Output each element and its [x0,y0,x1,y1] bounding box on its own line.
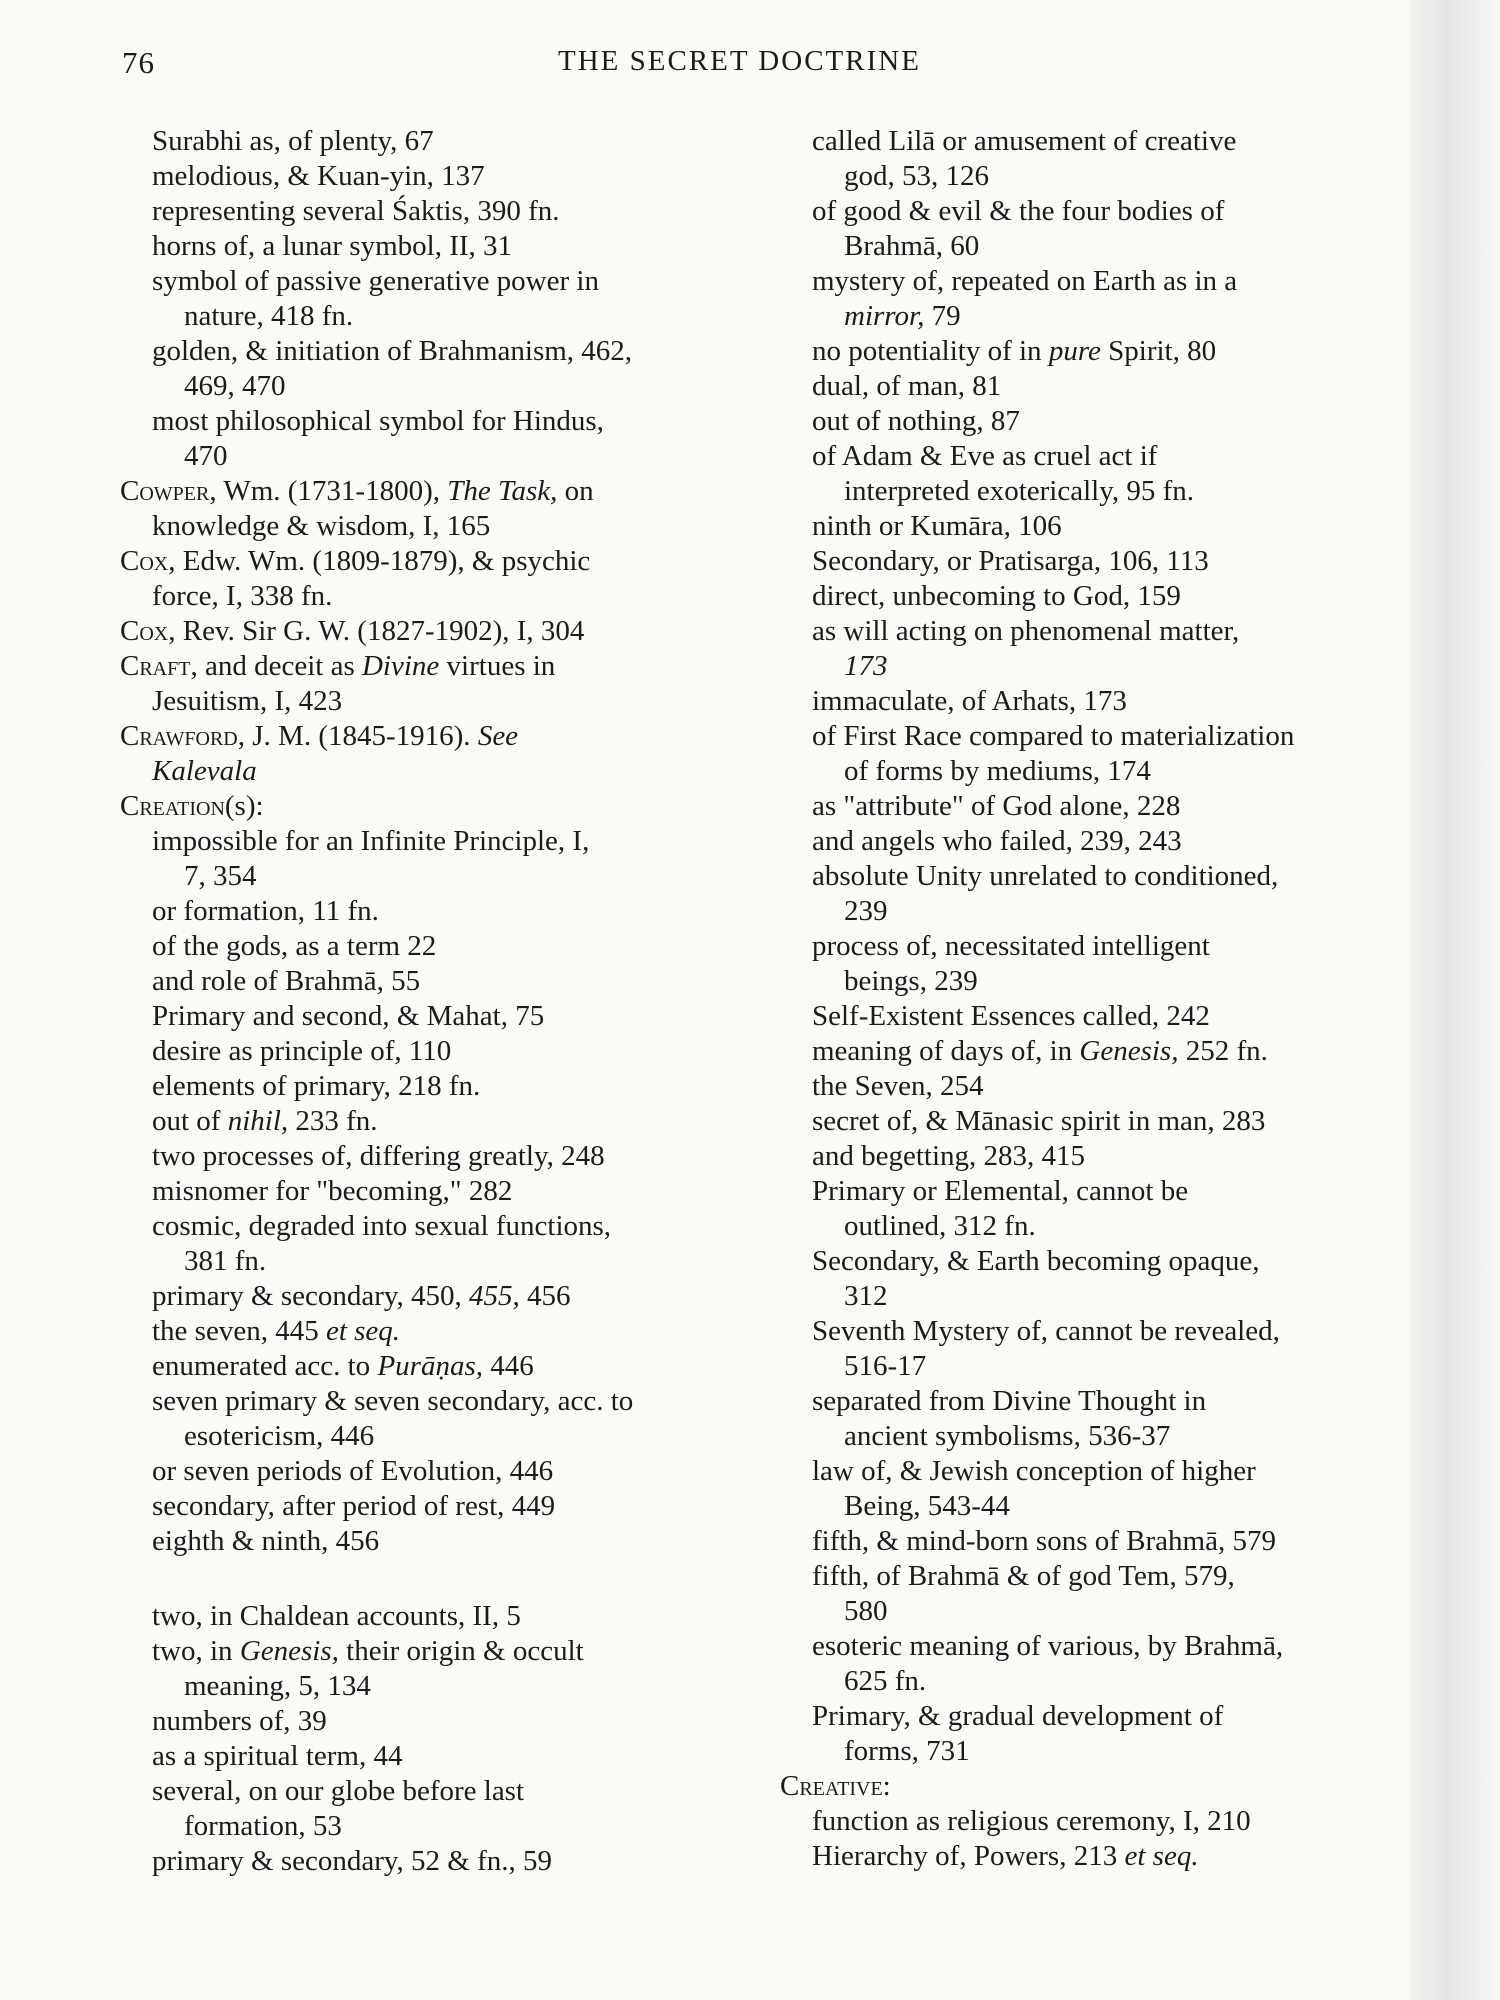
index-entry-continuation: 239 [844,895,888,927]
heading-term: Craft [120,650,191,682]
index-subentry: the Seven, 254 [812,1070,984,1102]
index-entry-continuation: esotericism, 446 [184,1420,375,1452]
index-entry-continuation: 381 fn. [184,1245,267,1277]
index-subentry: misnomer for "becoming," 282 [152,1175,513,1207]
italic-text: et seq. [1124,1840,1199,1872]
index-subentry: fifth, of Brahmā & of god Tem, 579, [812,1560,1235,1592]
index-subentry: Secondary, or Pratisarga, 106, 113 [812,545,1209,577]
entry-text: , Edw. Wm. (1809-1879), & psychic [168,545,591,577]
entry-text: 79 [924,300,961,332]
italic-text: nihil, [227,1105,289,1137]
entry-text: , J. M. (1845-1916). [237,720,478,752]
index-subentry: and begetting, 283, 415 [812,1140,1086,1172]
index-subentry: Primary and second, & Mahat, 75 [152,1000,545,1032]
page-header [0,45,1410,85]
entry-text: meaning of days of, in [812,1035,1080,1067]
index-entry-continuation: outlined, 312 fn. [844,1210,1036,1242]
index-subentry: two processes of, differing greatly, 248 [152,1140,605,1172]
index-entry-continuation: nature, 418 fn. [184,300,354,332]
entry-text: Hierarchy of, Powers, 213 [812,1840,1125,1872]
index-entry-continuation: 470 [184,440,228,472]
heading-term: Creation [120,790,225,822]
index-subentry: secret of, & Mānasic spirit in man, 283 [812,1105,1266,1137]
index-subentry: Jesuitism, I, 423 [152,685,343,717]
index-subentry: as "attribute" of God alone, 228 [812,790,1181,822]
italic-text: The Task, [447,475,558,507]
heading-term: Crawford [120,720,238,752]
index-subentry: direct, unbecoming to God, 159 [812,580,1181,612]
index-subentry: as will acting on phenomenal matter, [812,615,1240,647]
index-entry-continuation: 516-17 [844,1350,927,1382]
index-entry-continuation: 469, 470 [184,370,286,402]
entry-text: enumerated acc. to [152,1350,378,1382]
index-heading [120,474,730,509]
index-subentry: or formation, 11 fn. [152,895,379,927]
italic-text: 173 [844,650,888,682]
index-subentry: and angels who failed, 239, 243 [812,825,1182,857]
index-entry-continuation: 7, 354 [184,860,257,892]
entry-text: their origin & occult [338,1635,584,1667]
entry-text: : [882,1770,891,1802]
italic-text: et seq. [325,1315,401,1347]
index-entry-continuation: formation, 53 [184,1810,342,1842]
index-subentry: knowledge & wisdom, I, 165 [152,510,491,542]
italic-text: Kalevala [152,755,257,787]
entry-text: on [557,475,594,507]
index-subentry: horns of, a lunar symbol, II, 31 [152,230,513,262]
heading-term: Cowper [120,475,210,507]
index-subentry: melodious, & Kuan-yin, 137 [152,160,485,192]
entry-text: , Wm. (1731-1800), [209,475,448,507]
index-heading [120,789,730,824]
index-entry-continuation: meaning, 5, 134 [184,1670,371,1702]
index-subentry: or seven periods of Evolution, 446 [152,1455,554,1487]
index-subentry: primary & secondary, 52 & fn., 59 [152,1845,552,1877]
index-subentry: of Adam & Eve as cruel act if [812,440,1158,472]
index-subentry: several, on our globe before last [152,1775,525,1807]
entry-text: , and deceit as [190,650,362,682]
index-subentry: Primary, & gradual development of [812,1700,1224,1732]
index-entry-continuation: 625 fn. [844,1665,927,1697]
index-subentry: and role of Brahmā, 55 [152,965,421,997]
index-entry-continuation [780,649,1390,684]
index-heading [120,719,730,754]
index-entry-continuation: 312 [844,1280,888,1312]
index-subentry [120,1104,730,1139]
index-entry-continuation: 580 [844,1595,888,1627]
entry-text: primary & secondary, 450, [152,1280,470,1312]
index-heading [120,544,730,579]
italic-text: 455, [469,1280,520,1312]
entry-text: 233 fn. [288,1105,378,1137]
running-head: THE SECRET DOCTRINE [558,45,921,77]
index-subentry: out of nothing, 87 [812,405,1020,437]
index-subentry: dual, of man, 81 [812,370,1002,402]
index-entry-continuation: forms, 731 [844,1735,970,1767]
index-subentry: of First Race compared to materialization [812,720,1295,752]
italic-text: mirror, [844,300,925,332]
index-subentry: fifth, & mind-born sons of Brahmā, 579 [812,1525,1276,1557]
index-subentry: Secondary, & Earth becoming opaque, [812,1245,1260,1277]
index-subentry: law of, & Jewish conception of higher [812,1455,1256,1487]
index-subentry [780,1839,1390,1874]
italic-text: Purāṇas, [377,1350,483,1382]
index-subentry: immaculate, of Arhats, 173 [812,685,1127,717]
index-heading [780,1769,1390,1804]
entry-text: 252 fn. [1178,1035,1268,1067]
index-subentry [120,1314,730,1349]
index-entry-continuation: ancient symbolisms, 536-37 [844,1420,1171,1452]
index-entry-continuation: god, 53, 126 [844,160,989,192]
index-subentry: two, in Chaldean accounts, II, 5 [152,1600,521,1632]
index-column-left [120,124,730,1879]
index-subentry: absolute Unity unrelated to conditioned, [812,860,1279,892]
entry-text: out of [152,1105,228,1137]
index-subentry: impossible for an Infinite Principle, I, [152,825,590,857]
page-edge-shadow [1410,0,1500,2000]
index-subentry: process of, necessitated intelligent [812,930,1210,962]
index-entry-continuation [780,299,1390,334]
index-subentry: function as religious ceremony, I, 210 [812,1805,1251,1837]
index-subentry: secondary, after period of rest, 449 [152,1490,556,1522]
index-entry-continuation: interpreted exoterically, 95 fn. [844,475,1194,507]
index-column-right [780,124,1390,1874]
entry-text: (s): [224,790,264,822]
italic-text: Divine [361,650,440,682]
index-subentry: most philosophical symbol for Hindus, [152,405,604,437]
index-subentry [120,1349,730,1384]
entry-text: 456 [519,1280,571,1312]
index-subentry: ninth or Kumāra, 106 [812,510,1062,542]
index-entry-continuation: Brahmā, 60 [844,230,980,262]
index-subentry [780,334,1390,369]
index-subentry: Seventh Mystery of, cannot be revealed, [812,1315,1280,1347]
index-subentry: representing several Śaktis, 390 fn. [152,195,560,227]
page-number: 76 [122,45,155,80]
index-subentry: force, I, 338 fn. [152,580,333,612]
index-subentry [120,754,730,789]
entry-text: two, in [152,1635,240,1667]
index-subentry: esoteric meaning of various, by Brahmā, [812,1630,1284,1662]
index-subentry: mystery of, repeated on Earth as in a [812,265,1238,297]
index-entry-continuation: Being, 543-44 [844,1490,1010,1522]
entry-spacer [120,1559,730,1599]
italic-text: See [477,720,519,752]
index-subentry [120,1279,730,1314]
index-subentry [780,1034,1390,1069]
index-subentry: desire as principle of, 110 [152,1035,452,1067]
index-subentry: seven primary & seven secondary, acc. to [152,1385,634,1417]
index-subentry: golden, & initiation of Brahmanism, 462, [152,335,633,367]
index-subentry: Primary or Elemental, cannot be [812,1175,1189,1207]
index-subentry: symbol of passive generative power in [152,265,599,297]
italic-text: Genesis, [1079,1035,1179,1067]
index-subentry: Self-Existent Essences called, 242 [812,1000,1210,1032]
entry-text: the seven, 445 [152,1315,326,1347]
index-subentry: separated from Divine Thought in [812,1385,1207,1417]
index-subentry: cosmic, degraded into sexual functions, [152,1210,612,1242]
entry-text: Spirit, 80 [1100,335,1217,367]
entry-text: 446 [482,1350,534,1382]
entry-text: no potentiality of in [812,335,1049,367]
heading-term: Cox [120,545,169,577]
index-subentry: as a spiritual term, 44 [152,1740,403,1772]
index-subentry: called Lilā or amusement of creative [812,125,1237,157]
entry-text: virtues in [439,650,556,682]
entry-text: , Rev. Sir G. W. (1827-1902), I, 304 [168,615,585,647]
heading-term: Creative [780,1770,883,1802]
heading-term: Cox [120,615,169,647]
index-heading [120,649,730,684]
italic-text: pure [1048,335,1101,367]
index-subentry: of good & evil & the four bodies of [812,195,1225,227]
index-entry-continuation: of forms by mediums, 174 [844,755,1151,787]
index-entry-continuation: beings, 239 [844,965,978,997]
index-subentry: of the gods, as a term 22 [152,930,437,962]
index-subentry: Surabhi as, of plenty, 67 [152,125,434,157]
index-subentry: eighth & ninth, 456 [152,1525,380,1557]
index-subentry: elements of primary, 218 fn. [152,1070,481,1102]
index-subentry [120,1634,730,1669]
index-heading [120,614,730,649]
italic-text: Genesis, [239,1635,339,1667]
index-subentry: numbers of, 39 [152,1705,327,1737]
